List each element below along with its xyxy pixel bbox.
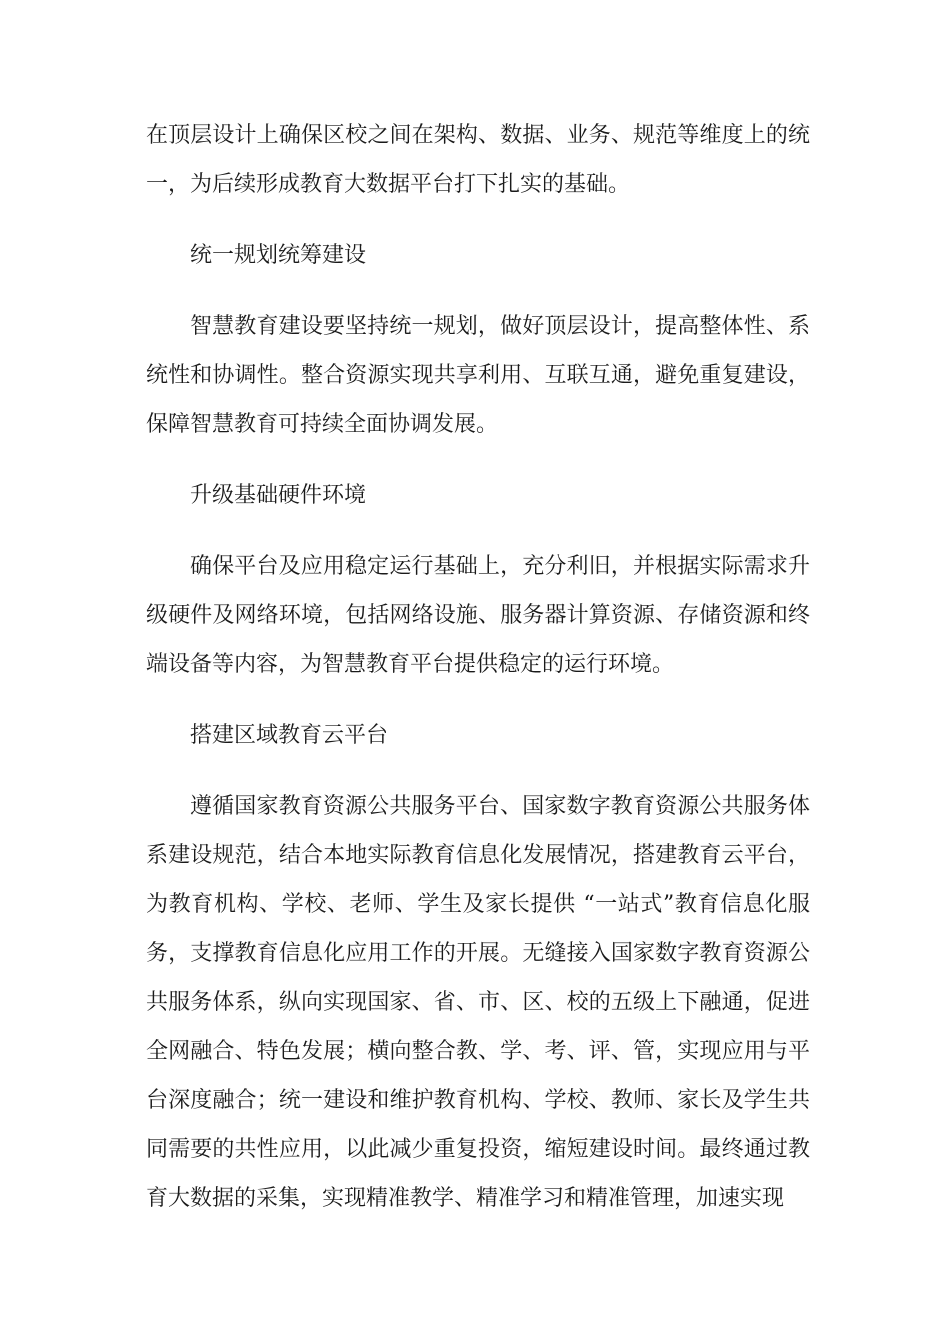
spacer [146,520,810,542]
document-body [146,111,810,1223]
paragraph-unified-planning: 智慧教育建设要坚持统一规划，做好顶层设计，提高整体性、系统性和协调性。整合资源实现共享利用、互联互通，避免重复建设，保障智慧教育可持续全面协调发展。 [146,314,810,437]
paragraph-intro: 在顶层设计上确保区校之间在架构、数据、业务、规范等维度上的统一，为后续形成教育大数据平台打下扎实的基础。 [146,123,810,197]
section-heading-education-cloud: 搭建区域教育云平台 [190,723,389,748]
spacer [146,760,810,782]
spacer [146,689,810,711]
paragraph-education-cloud: 遵循国家教育资源公共服务平台、国家数字教育资源公共服务体系建设规范，结合本地实际教育信息化发展情况，搭建教育云平台，为教育机构、学校、老师、学生及家长提供 “一站式”教育信息化服务，支撑教育信息化应用工作的开展。无缝接入国家数字教育资源公共服务体系，纵向实现国家、省、市、区、校的五级上下融通，促进全网融合、特色发展；横向整合教、学、考、评、管，实现应用与平台深度融合；统一建设和维护教育机构、学校、教师、家长及学生共同需要的共性应用，以此减少重复投资，缩短建设时间。最终通过教育大数据的采集，实现精准教学、精准学习和精准管理，加速实现 [146,794,810,1211]
spacer [146,209,810,231]
spacer [146,280,810,302]
spacer [146,449,810,471]
section-heading-unified-planning: 统一规划统筹建设 [190,243,367,268]
section-heading-hardware-upgrade: 升级基础硬件环境 [190,483,367,508]
paragraph-hardware-upgrade: 确保平台及应用稳定运行基础上，充分利旧，并根据实际需求升级硬件及网络环境，包括网络设施、服务器计算资源、存储资源和终端设备等内容，为智慧教育平台提供稳定的运行环境。 [146,554,810,677]
